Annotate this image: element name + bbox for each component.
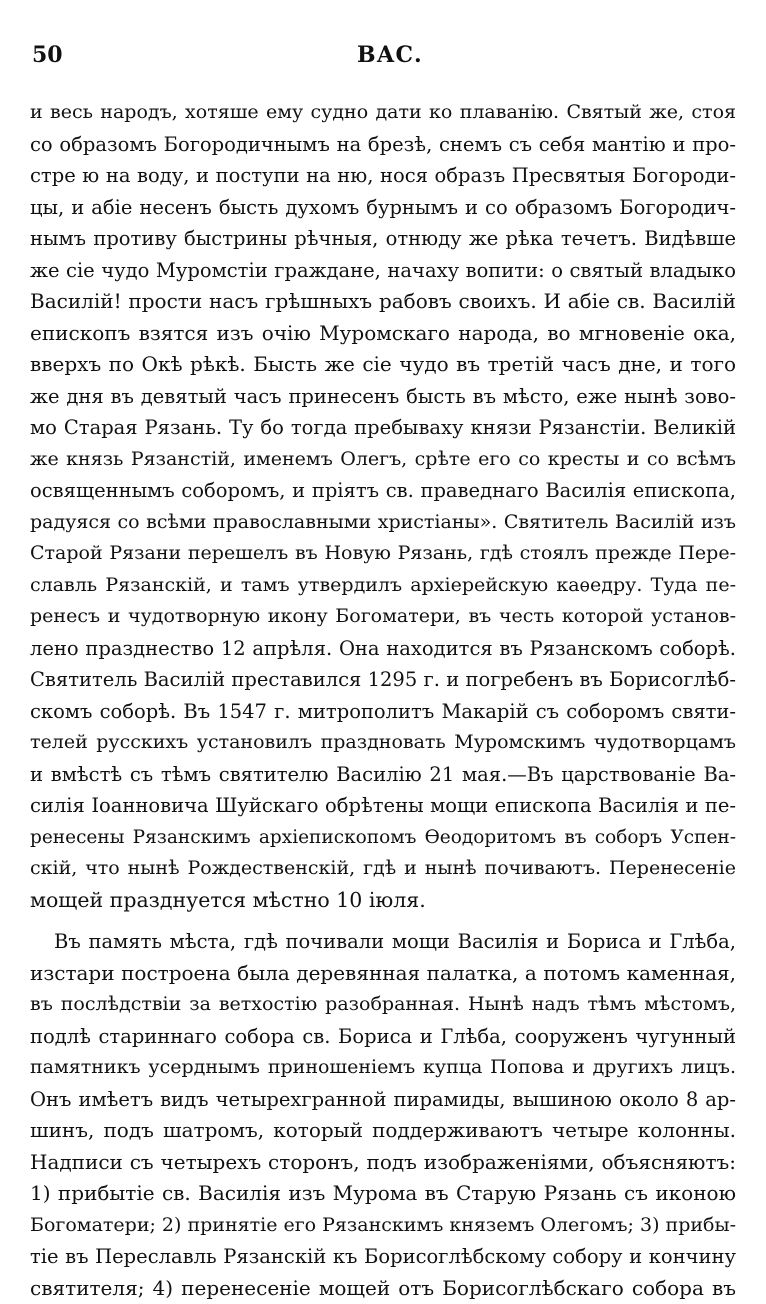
paragraph-gap — [30, 916, 736, 926]
text-line: ренесъ и чудотворную икону Богоматери, въ честь которой установ- — [30, 601, 736, 633]
text-line: Старой Рязани перешелъ въ Новую Рязань, гдѣ стоялъ прежде Пере- — [30, 538, 736, 570]
text-line: славль Рязанскій, и тамъ утвердилъ архіерейскую каѳедру. Туда пе- — [30, 570, 736, 602]
text-line: телей русскихъ установилъ праздновать Муромскимъ чудотворцамъ — [30, 727, 736, 759]
text-line: со образомъ Богородичнымъ на брезѣ, снемъ съ себя мантію и про- — [30, 129, 736, 161]
text-line: мощей празднуется мѣстно 10 іюля. — [30, 885, 736, 917]
text-line: же дня въ девятый часъ принесенъ бысть въ мѣсто, еже нынѣ зово- — [30, 381, 736, 413]
text-line: освященнымъ соборомъ, и пріятъ св. праведнаго Василія епископа, — [30, 475, 736, 507]
text-line: памятникъ усерднымъ приношеніемъ купца Попова и другихъ лицъ. — [30, 1052, 736, 1084]
text-line: цы, и абіе несенъ бысть духомъ бурнымъ и со образомъ Богородич- — [30, 192, 736, 224]
text-line: скій, что нынѣ Рождественскій, гдѣ и нынѣ почиваютъ. Перенесеніе — [30, 853, 736, 885]
text-line: Онъ имѣетъ видъ четырехгранной пирамиды, вышиною около 8 ар- — [30, 1084, 736, 1116]
running-head: ВАС. — [357, 42, 423, 68]
page-header — [32, 42, 732, 72]
text-line: стре ю на воду, и поступи на ню, нося образъ Пресвятыя Богороди- — [30, 160, 736, 192]
text-line: же сіе чудо Муромстіи граждане, начаху вопити: о святый владыко — [30, 255, 736, 287]
text-line: мо Старая Рязань. Ту бо тогда пребываху князи Рязанстіи. Великій — [30, 412, 736, 444]
text-line: и вмѣстѣ съ тѣмъ святителю Василію 21 мая.—Въ царствованіе Ва- — [30, 759, 736, 791]
page-number: 50 — [32, 42, 63, 68]
text-line: тіе въ Переславль Рязанскій къ Борисоглѣбскому собору и кончину — [30, 1241, 736, 1273]
text-line: шинъ, подъ шатромъ, который поддерживаютъ четыре колонны. — [30, 1115, 736, 1147]
text-line: ренесены Рязанскимъ архіепископомъ Ѳеодоритомъ въ соборъ Успен- — [30, 822, 736, 854]
paragraph-1 — [30, 97, 736, 916]
paragraph-2 — [30, 926, 736, 1304]
text-line: силія Іоанновича Шуйскаго обрѣтены мощи епископа Василія и пе- — [30, 790, 736, 822]
text-line: радуяся со всѣми православными христіаны». Святитель Василій изъ — [30, 507, 736, 539]
text-line: Надписи съ четырехъ сторонъ, подъ изображеніями, объясняютъ: — [30, 1147, 736, 1179]
text-line: епископъ взятся изъ очію Муромскаго народа, во мгновеніе ока, — [30, 318, 736, 350]
text-line: святителя; 4) перенесеніе мощей отъ Борисоглѣбскаго собора въ — [30, 1273, 736, 1304]
text-line: Святитель Василій преставился 1295 г. и погребенъ въ Борисоглѣб- — [30, 664, 736, 696]
text-line: 1) прибытіе св. Василія изъ Мурома въ Старую Рязань съ иконою — [30, 1178, 736, 1210]
text-line: вверхъ по Окѣ рѣкѣ. Бысть же сіе чудо въ третій часъ дне, и того — [30, 349, 736, 381]
text-line: же князь Рязанстій, именемъ Олегъ, срѣте его со кресты и со всѣмъ — [30, 444, 736, 476]
text-line: и весь народъ, хотяше ему судно дати ко плаванію. Святый же, стоя — [30, 97, 736, 129]
text-line: Василій! прости насъ грѣшныхъ рабовъ своихъ. И абіе св. Василій — [30, 286, 736, 318]
text-line: въ послѣдствіи за ветхостію разобранная. Нынѣ надъ тѣмъ мѣстомъ, — [30, 989, 736, 1021]
text-line: подлѣ стариннаго собора св. Бориса и Глѣба, сооруженъ чугунный — [30, 1021, 736, 1053]
text-line: Богоматери; 2) принятіе его Рязанскимъ княземъ Олегомъ; 3) прибы- — [30, 1210, 736, 1242]
text-line: Въ память мѣста, гдѣ почивали мощи Василія и Бориса и Глѣба, — [30, 926, 736, 958]
text-body — [30, 97, 736, 1304]
text-line: лено празднество 12 апрѣля. Она находится въ Рязанскомъ соборѣ. — [30, 633, 736, 665]
text-line: скомъ соборѣ. Въ 1547 г. митрополитъ Макарій съ соборомъ святи- — [30, 696, 736, 728]
text-line: изстари построена была деревянная палатка, а потомъ каменная, — [30, 958, 736, 990]
text-line: нымъ противу быстрины рѣчныя, отнюду же рѣка течетъ. Видѣвше — [30, 223, 736, 255]
